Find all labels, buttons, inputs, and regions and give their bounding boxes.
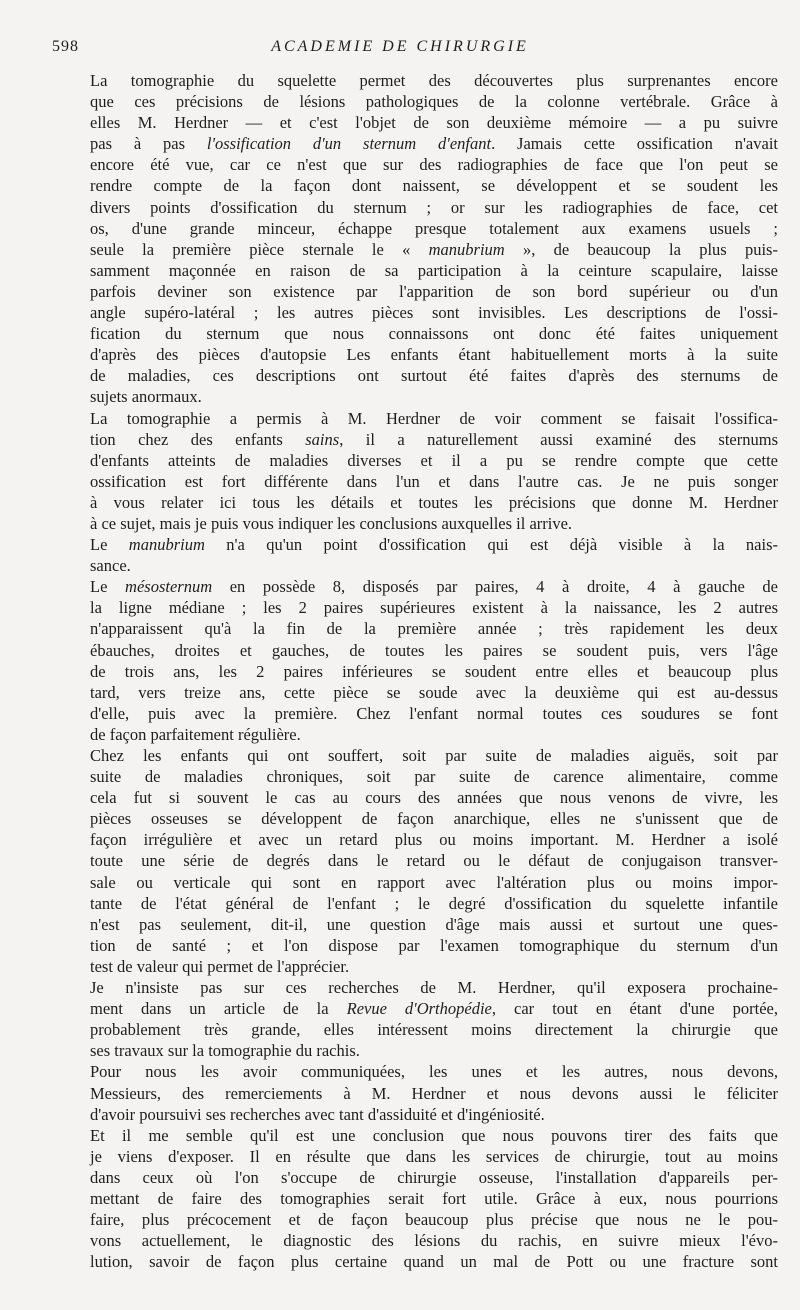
body-text (52, 70, 778, 1272)
page-number: 598 (52, 38, 79, 55)
text-line: elles M. Herdner — et c'est l'objet de son deuxième mémoire — a pu suivre (90, 113, 778, 133)
text-line: lution, savoir de façon plus certaine quand un mal de Pott ou une fracture sont (90, 1252, 778, 1272)
text-line: Le mésosternum en possède 8, disposés par paires, 4 à droite, 4 à gauche de (90, 577, 778, 597)
italic-text: sains (305, 429, 340, 449)
paragraph (52, 1061, 778, 1124)
text-line: os, d'une grande minceur, échappe presque totalement aux examens usuels ; (90, 218, 778, 238)
text-line: ment dans un article de la Revue d'Orthopédie, car tout en étant d'une portée, (90, 999, 779, 1019)
text-line: de maladies, ces descriptions ont surtout été faites d'après des sternums de (90, 366, 778, 386)
text-line: rendre compte de la façon dont naissent, se développent et se soudent les (90, 176, 778, 196)
text-line: cela fut si souvent le cas au cours des années que nous venons de vivre, les (90, 788, 778, 808)
text-line: Chez les enfants qui ont souffert, soit par suite de maladies aiguës, soit par (90, 746, 778, 765)
text-line: seule la première pièce sternale le « manubrium », de beaucoup la plus puis- (90, 239, 778, 259)
text-line: d'avoir poursuivi ses recherches avec tant d'assiduité et d'ingéniosité. (90, 1104, 545, 1124)
text-line: d'enfants atteints de maladies diverses et il a pu se rendre compte que cette (90, 450, 778, 470)
text-line: vons actuellement, le diagnostic des lésions du rachis, en suivre mieux l'évo- (90, 1231, 778, 1251)
paragraph (52, 534, 778, 576)
text-line: parfois deviner son existence par l'apparition de son bord supérieur ou d'un (90, 281, 778, 301)
text-line: Messieurs, des remerciements à M. Herdner et nous devons aussi le féliciter (90, 1083, 778, 1103)
text-line: façon irrégulière et avec un retard plus ou moins important. M. Herdner a isolé (90, 830, 778, 850)
text-line: pas à pas l'ossification d'un sternum d'enfant. Jamais cette ossification n'avait (90, 134, 778, 154)
text-line: sujets anormaux. (90, 387, 202, 407)
text-line: tion de santé ; et l'on dispose par l'examen tomographique du sternum d'un (90, 935, 778, 955)
text-line: sale ou verticale qui sont en rapport avec l'altération plus ou moins impor- (90, 872, 778, 892)
text-line: divers points d'ossification du sternum ; or sur les radiographies de face, cet (90, 197, 778, 217)
text-line: tard, vers treize ans, cette pièce se soude avec la deuxième qui est au-dessus (90, 682, 778, 702)
text-line: la ligne médiane ; les 2 paires supérieures existent à la naissance, les 2 autres (90, 598, 778, 618)
text-line: samment maçonnée en raison de sa participation à la ceinture scapulaire, laisse (90, 260, 778, 280)
text-line: à vous relater ici tous les détails et toutes les précisions que donne M. Herdner (90, 492, 778, 512)
paragraph (52, 576, 778, 745)
text-line: Je n'insiste pas sur ces recherches de M. Herdner, qu'il exposera prochaine- (90, 978, 778, 998)
text-line: ossification est fort différente dans l'un et dans l'autre cas. Je ne puis songer (90, 471, 778, 491)
running-title: ACADEMIE DE CHIRURGIE (271, 38, 529, 55)
text-line: toute une série de degrés dans le retard ou le défaut de conjugaison transver- (90, 851, 778, 871)
text-line: faire, plus précocement et de façon beaucoup plus précise que nous ne le pou- (90, 1210, 778, 1230)
text-line: n'est pas seulement, dit-il, une question d'âge mais aussi et surtout une ques- (90, 914, 778, 934)
italic-text: manubrium (128, 535, 205, 555)
italic-text: l'ossification d'un sternum d'enfant (206, 134, 492, 154)
text-line: test de valeur qui permet de l'apprécier. (90, 956, 350, 976)
text-line: pièces osseuses se développent de façon anarchique, elles ne s'unissent que de (90, 809, 778, 829)
text-line: d'elle, puis avec la première. Chez l'enfant normal toutes ces soudures se font (90, 703, 778, 723)
text-line: La tomographie du squelette permet des découvertes plus surprenantes encore (90, 71, 778, 90)
text-line: je viens d'exposer. Il en résulte que dans les services de chirurgie, tout au moins (90, 1146, 778, 1166)
text-line: sance. (90, 556, 131, 576)
text-line: de façon parfaitement régulière. (90, 724, 301, 744)
text-line: tion chez des enfants sains, il a naturellement aussi examiné des sternums (90, 429, 779, 449)
text-line: que ces précisions de lésions pathologiques de la colonne vertébrale. Grâce à (90, 92, 778, 112)
paragraph (52, 408, 778, 535)
italic-text: manubrium (428, 239, 505, 259)
paragraph (52, 745, 778, 977)
text-line: Pour nous les avoir communiquées, les unes et les autres, nous devons, (90, 1062, 778, 1082)
page-header (0, 38, 800, 60)
text-line: ébauches, droites et gauches, de toutes les paires se soudent puis, vers l'âge (90, 640, 778, 660)
text-line: angle supéro-latéral ; les autres pièces sont invisibles. Les descriptions de l'ossi- (90, 303, 778, 323)
text-line: n'apparaissent qu'à la fin de la première année ; très rapidement les deux (90, 619, 778, 639)
text-line: La tomographie a permis à M. Herdner de voir comment se faisait l'ossifica- (90, 408, 778, 428)
text-line: Le manubrium n'a qu'un point d'ossification qui est déjà visible à la nais- (90, 535, 779, 555)
italic-text: Revue d'Orthopédie (346, 999, 492, 1019)
text-line: de trois ans, les 2 paires inférieures se soudent entre elles et beaucoup plus (90, 661, 778, 681)
paragraph (52, 1125, 778, 1273)
text-line: mettant de faire des tomographies serait fort utile. Grâce à eux, nous pourrions (90, 1188, 778, 1208)
text-line: encore été vue, car ce n'est que sur des radiographies de face que l'on peut se (90, 155, 778, 175)
text-line: d'après des pièces d'autopsie Les enfants étant habituellement morts à la suite (90, 345, 778, 365)
text-line: Et il me semble qu'il est une conclusion que nous pouvons tirer des faits que (90, 1125, 778, 1145)
text-line: à ce sujet, mais je puis vous indiquer les conclusions auxquelles il arrive. (90, 513, 573, 533)
text-line: probablement très grande, elles intéressent moins directement la chirurgie que (90, 1020, 778, 1040)
paragraph (52, 977, 778, 1061)
text-line: dans ceux où l'on s'occupe de chirurgie osseuse, l'installation d'appareils per- (90, 1167, 778, 1187)
italic-text: mésosternum (125, 577, 213, 597)
text-line: suite de maladies chroniques, soit par suite de carence alimentaire, comme (90, 767, 778, 787)
paragraph (52, 70, 778, 408)
text-line: ses travaux sur la tomographie du rachis. (90, 1041, 360, 1061)
text-line: fication du sternum que nous connaissons ont donc été faites uniquement (90, 324, 778, 344)
text-line: tante de l'état général de l'enfant ; le degré d'ossification du squelette infantile (90, 893, 778, 913)
